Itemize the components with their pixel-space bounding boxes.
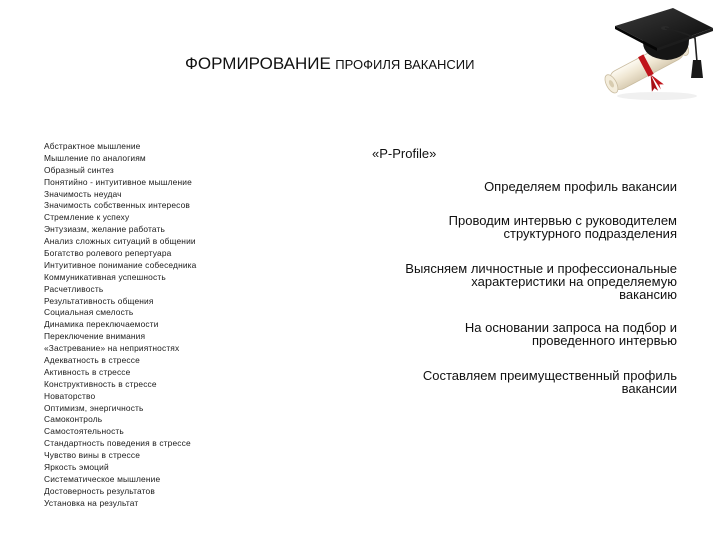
title-part-1: ФОРМИРОВАНИЕ [185, 54, 331, 73]
p-profile-label: «P-Profile» [372, 146, 437, 161]
quality-item: Расчетливость [44, 283, 104, 294]
quality-item: Энтузиазм, желание работать [44, 224, 165, 235]
quality-item: Достоверность результатов [44, 485, 155, 496]
title-part-2: ПРОФИЛЯ ВАКАНСИИ [335, 57, 475, 72]
step-clarify-characteristics: Выясняем личностные и профессиональные характеристики на определяемую вакансию [405, 261, 677, 302]
quality-item: Анализ сложных ситуаций в общении [44, 236, 196, 247]
step-compose-profile: Составляем преимущественный профиль вакансии [422, 368, 677, 396]
quality-item: Образный синтез [44, 164, 114, 175]
quality-item: Значимость неудач [44, 188, 122, 199]
quality-item: Самостоятельность [44, 426, 124, 437]
quality-item: Результативность общения [44, 295, 154, 306]
quality-item: Установка на результат [44, 497, 139, 508]
quality-item: Богатство ролевого репертуара [44, 248, 172, 259]
quality-item: Динамика переключаемости [44, 319, 159, 330]
quality-item: Новаторство [44, 390, 96, 401]
quality-item: Социальная смелость [44, 307, 134, 318]
quality-item: Оптимизм, энергичность [44, 402, 144, 413]
quality-item: Систематическое мышление [44, 473, 161, 484]
step-interview-manager: Проводим интервью с руководителем структурного подразделения [448, 213, 677, 241]
graduation-cap-and-diploma-icon [585, 4, 715, 102]
quality-item: Самоконтроль [44, 414, 103, 425]
quality-item: Переключение внимания [44, 331, 146, 342]
quality-item: Коммуникативная успешность [44, 271, 166, 282]
quality-item: Мышление по аналогиям [44, 152, 146, 163]
quality-item: Стандартность поведения в стрессе [44, 438, 191, 449]
quality-item: Стремление к успеху [44, 212, 130, 223]
quality-item: Абстрактное мышление [44, 141, 141, 151]
quality-item: Чувство вины в стрессе [44, 450, 141, 461]
quality-item: Активность в стрессе [44, 366, 131, 377]
step-define-profile: Определяем профиль вакансии [484, 179, 677, 194]
quality-item: Значимость собственных интересов [44, 200, 190, 211]
qualities-list [44, 141, 196, 510]
quality-item: «Застревание» на неприятностях [44, 343, 180, 354]
quality-item: Интуитивное понимание собеседника [44, 259, 197, 270]
quality-item: Адекватность в стрессе [44, 355, 140, 366]
quality-item: Понятийно - интуитивное мышление [44, 176, 192, 187]
quality-item: Конструктивность в стрессе [44, 378, 157, 389]
step-request-basis: На основании запроса на подбор и проведенного интервью [464, 320, 677, 348]
page-title [185, 54, 474, 74]
quality-item: Яркость эмоций [44, 462, 109, 473]
